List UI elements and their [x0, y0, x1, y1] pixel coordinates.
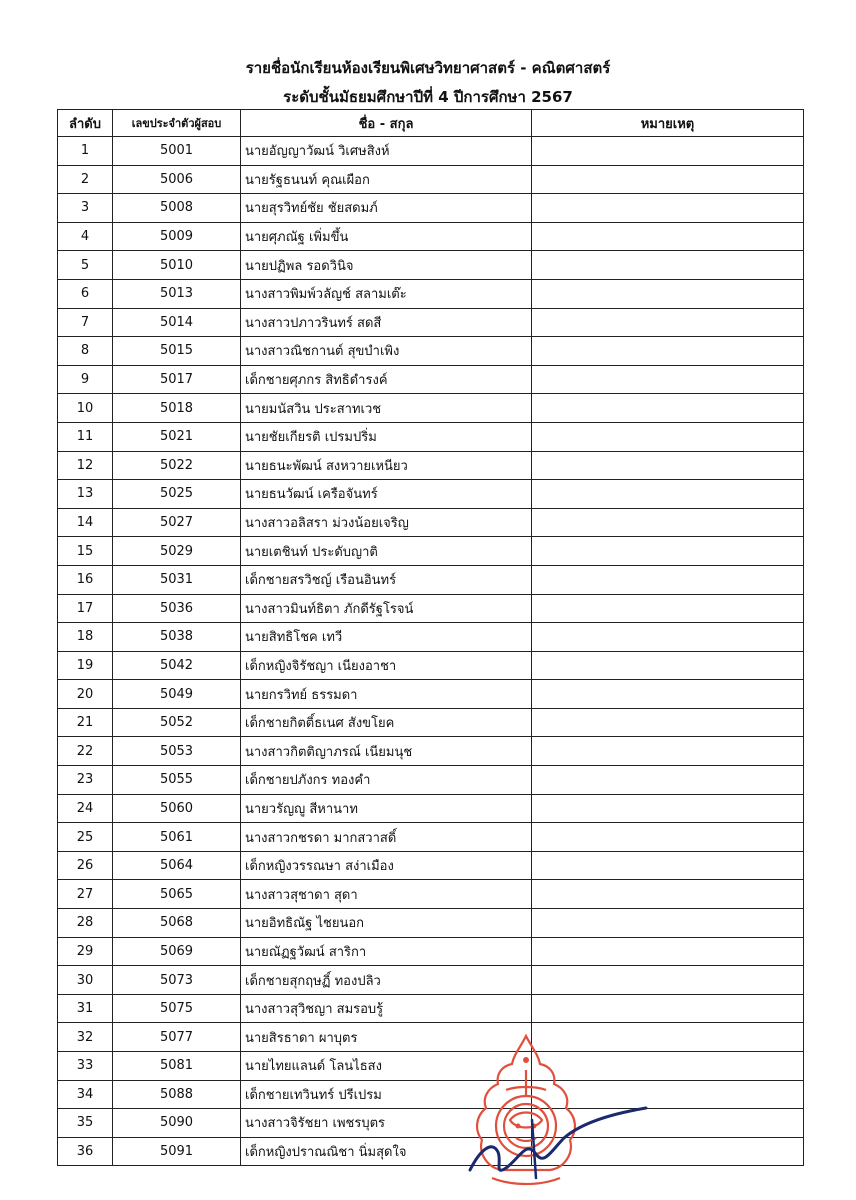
remark-cell — [532, 651, 804, 680]
row-number: 12 — [58, 451, 113, 480]
exam-id-cell: 5015 — [113, 337, 241, 366]
remark-cell — [532, 823, 804, 852]
remark-cell — [532, 194, 804, 223]
row-number: 23 — [58, 766, 113, 795]
student-name-cell: นายศุภณัฐ เพิ่มขึ้น — [241, 222, 532, 251]
table-row — [58, 594, 804, 623]
exam-id-cell: 5017 — [113, 365, 241, 394]
row-number: 17 — [58, 594, 113, 623]
student-name-cell: นางสาวกิตติญาภรณ์ เนียมนุช — [241, 737, 532, 766]
row-number: 3 — [58, 194, 113, 223]
remark-cell — [532, 165, 804, 194]
student-name-cell: นายเตชินท์ ประดับญาติ — [241, 537, 532, 566]
signature — [440, 1080, 660, 1200]
table-row — [58, 623, 804, 652]
exam-id-cell: 5027 — [113, 508, 241, 537]
row-number: 4 — [58, 222, 113, 251]
row-number: 34 — [58, 1080, 113, 1109]
remark-cell — [532, 909, 804, 938]
row-number: 7 — [58, 308, 113, 337]
row-number: 26 — [58, 851, 113, 880]
student-name-cell: นางสาวณิชกานต์ สุขบำเพิง — [241, 337, 532, 366]
student-name-cell: นางสาวปภาวรินทร์ สดสี — [241, 308, 532, 337]
remark-cell — [532, 308, 804, 337]
exam-id-cell: 5060 — [113, 794, 241, 823]
exam-id-cell: 5036 — [113, 594, 241, 623]
table-row — [58, 451, 804, 480]
student-name-cell: นายสิทธิโชค เทวี — [241, 623, 532, 652]
document-title: รายชื่อนักเรียนห้องเรียนพิเศษวิทยาศาสตร์ - คณิตศาสตร์ — [245, 59, 611, 77]
remark-cell — [532, 422, 804, 451]
remark-cell — [532, 565, 804, 594]
student-name-cell: นายชัยเกียรติ เปรมปริ่ม — [241, 422, 532, 451]
exam-id-cell: 5069 — [113, 937, 241, 966]
table-header-row — [58, 110, 804, 137]
table-row — [58, 909, 804, 938]
table-row — [58, 966, 804, 995]
table-row — [58, 137, 804, 166]
remark-cell — [532, 594, 804, 623]
row-number: 10 — [58, 394, 113, 423]
student-name-cell: นางสาวพิมพ์วลัญช์ สลามเต๊ะ — [241, 279, 532, 308]
row-number: 21 — [58, 708, 113, 737]
exam-id-cell: 5061 — [113, 823, 241, 852]
remark-cell — [532, 794, 804, 823]
table-row — [58, 337, 804, 366]
table-row — [58, 308, 804, 337]
table-row — [58, 165, 804, 194]
row-number: 27 — [58, 880, 113, 909]
row-number: 5 — [58, 251, 113, 280]
table-row — [58, 222, 804, 251]
row-number: 1 — [58, 137, 113, 166]
student-name-cell: นายรัฐธนนท์ คุณเผือก — [241, 165, 532, 194]
student-name-cell: เด็กชายกิตติ์ธเนศ สังขโยค — [241, 708, 532, 737]
table-row — [58, 480, 804, 509]
row-number: 15 — [58, 537, 113, 566]
row-number: 33 — [58, 1052, 113, 1081]
row-number: 30 — [58, 966, 113, 995]
exam-id-cell: 5090 — [113, 1109, 241, 1138]
exam-id-cell: 5091 — [113, 1137, 241, 1166]
exam-id-cell: 5031 — [113, 565, 241, 594]
exam-id-cell: 5038 — [113, 623, 241, 652]
exam-id-cell: 5088 — [113, 1080, 241, 1109]
exam-id-cell: 5075 — [113, 994, 241, 1023]
table-body — [58, 137, 804, 1166]
table-row — [58, 823, 804, 852]
remark-cell — [532, 251, 804, 280]
student-name-cell: นายสิรธาดา ผาบุตร — [241, 1023, 532, 1052]
remark-cell — [532, 222, 804, 251]
remark-cell — [532, 966, 804, 995]
row-number: 18 — [58, 623, 113, 652]
student-table — [57, 109, 804, 1166]
row-number: 29 — [58, 937, 113, 966]
table-row — [58, 394, 804, 423]
remark-cell — [532, 394, 804, 423]
remark-cell — [532, 937, 804, 966]
table-row — [58, 194, 804, 223]
table-row — [58, 251, 804, 280]
student-name-cell: นางสาวสุวิชญา สมรอบรู้ — [241, 994, 532, 1023]
remark-cell — [532, 737, 804, 766]
exam-id-cell: 5009 — [113, 222, 241, 251]
remark-cell — [532, 337, 804, 366]
student-name-cell: นางสาวมินท์ธิตา ภักดีรัฐโรจน์ — [241, 594, 532, 623]
student-name-cell: นายปฏิพล รอดวินิจ — [241, 251, 532, 280]
student-name-cell: นายวรัญญู สีหานาท — [241, 794, 532, 823]
header-no: ลำดับ — [58, 110, 113, 137]
exam-id-cell: 5068 — [113, 909, 241, 938]
table-row — [58, 422, 804, 451]
remark-cell — [532, 279, 804, 308]
exam-id-cell: 5064 — [113, 851, 241, 880]
student-name-cell: นายสุรวิทย์ชัย ชัยสดมภ์ — [241, 194, 532, 223]
row-number: 31 — [58, 994, 113, 1023]
exam-id-cell: 5022 — [113, 451, 241, 480]
row-number: 19 — [58, 651, 113, 680]
exam-id-cell: 5049 — [113, 680, 241, 709]
exam-id-cell: 5052 — [113, 708, 241, 737]
table-row — [58, 537, 804, 566]
row-number: 36 — [58, 1137, 113, 1166]
row-number: 13 — [58, 480, 113, 509]
student-name-cell: เด็กชายเทวินทร์ ปรีเปรม — [241, 1080, 532, 1109]
student-name-cell: เด็กหญิงวรรณษา สง่าเมือง — [241, 851, 532, 880]
student-name-cell: นายมนัสวิน ประสาทเวช — [241, 394, 532, 423]
remark-cell — [532, 851, 804, 880]
table-row — [58, 651, 804, 680]
table-row — [58, 1080, 804, 1109]
row-number: 8 — [58, 337, 113, 366]
remark-cell — [532, 480, 804, 509]
exam-id-cell: 5042 — [113, 651, 241, 680]
row-number: 35 — [58, 1109, 113, 1138]
table-row — [58, 508, 804, 537]
student-name-cell: นายกรวิทย์ ธรรมดา — [241, 680, 532, 709]
table-row — [58, 766, 804, 795]
student-name-cell: นายณัฏฐวัฒน์ สาริกา — [241, 937, 532, 966]
student-name-cell: เด็กชายสรวิชญ์ เรือนอินทร์ — [241, 565, 532, 594]
table-row — [58, 1137, 804, 1166]
student-name-cell: เด็กหญิงจิรัชญา เนียงอาชา — [241, 651, 532, 680]
student-name-cell: นางสาวสุชาดา สุดา — [241, 880, 532, 909]
row-number: 11 — [58, 422, 113, 451]
student-name-cell: นางสาวอลิสรา ม่วงน้อยเจริญ — [241, 508, 532, 537]
exam-id-cell: 5065 — [113, 880, 241, 909]
student-name-cell: เด็กหญิงปราณณิชา นิ่มสุดใจ — [241, 1137, 532, 1166]
exam-id-cell: 5021 — [113, 422, 241, 451]
row-number: 9 — [58, 365, 113, 394]
table-row — [58, 794, 804, 823]
header-exam-id: เลขประจำตัวผู้สอบ — [113, 110, 241, 137]
exam-id-cell: 5001 — [113, 137, 241, 166]
exam-id-cell: 5008 — [113, 194, 241, 223]
student-name-cell: นายธนวัฒน์ เครือจันทร์ — [241, 480, 532, 509]
student-name-cell: นายไทยแลนด์ โลนไธสง — [241, 1052, 532, 1081]
remark-cell — [532, 623, 804, 652]
row-number: 25 — [58, 823, 113, 852]
remark-cell — [532, 994, 804, 1023]
exam-id-cell: 5077 — [113, 1023, 241, 1052]
table-row — [58, 851, 804, 880]
row-number: 2 — [58, 165, 113, 194]
table-row — [58, 365, 804, 394]
exam-id-cell: 5055 — [113, 766, 241, 795]
exam-id-cell: 5025 — [113, 480, 241, 509]
remark-cell — [532, 708, 804, 737]
remark-cell — [532, 680, 804, 709]
exam-id-cell: 5006 — [113, 165, 241, 194]
table-row — [58, 880, 804, 909]
table-row — [58, 737, 804, 766]
exam-id-cell: 5018 — [113, 394, 241, 423]
exam-id-cell: 5053 — [113, 737, 241, 766]
row-number: 16 — [58, 565, 113, 594]
remark-cell — [532, 537, 804, 566]
row-number: 22 — [58, 737, 113, 766]
remark-cell — [532, 365, 804, 394]
exam-id-cell: 5013 — [113, 279, 241, 308]
remark-cell — [532, 766, 804, 795]
table-row — [58, 1052, 804, 1081]
student-name-cell: นางสาวกชรดา มากสวาสดิ์ — [241, 823, 532, 852]
exam-id-cell: 5014 — [113, 308, 241, 337]
exam-id-cell: 5029 — [113, 537, 241, 566]
remark-cell — [532, 137, 804, 166]
table-row — [58, 708, 804, 737]
student-name-cell: เด็กชายศุภกร สิทธิดำรงค์ — [241, 365, 532, 394]
exam-id-cell: 5073 — [113, 966, 241, 995]
table-row — [58, 279, 804, 308]
remark-cell — [532, 880, 804, 909]
student-name-cell: เด็กชายสุกฤษฏิ์ ทองปลิว — [241, 966, 532, 995]
student-name-cell: นายอัญญาวัฒน์ วิเศษสิงห์ — [241, 137, 532, 166]
student-name-cell: เด็กชายปภังกร ทองคำ — [241, 766, 532, 795]
table-row — [58, 937, 804, 966]
row-number: 32 — [58, 1023, 113, 1052]
remark-cell — [532, 451, 804, 480]
row-number: 24 — [58, 794, 113, 823]
student-name-cell: นายธนะพัฒน์ สงหวายเหนียว — [241, 451, 532, 480]
table-row — [58, 1023, 804, 1052]
remark-cell — [532, 508, 804, 537]
table-row — [58, 1109, 804, 1138]
row-number: 14 — [58, 508, 113, 537]
header-name: ชื่อ - สกุล — [241, 110, 532, 137]
exam-id-cell: 5081 — [113, 1052, 241, 1081]
row-number: 6 — [58, 279, 113, 308]
table-row — [58, 994, 804, 1023]
table-row — [58, 565, 804, 594]
student-name-cell: นางสาวจิรัชยา เพชรบุตร — [241, 1109, 532, 1138]
table-row — [58, 680, 804, 709]
student-name-cell: นายอิทธิณัฐ ไชยนอก — [241, 909, 532, 938]
row-number: 20 — [58, 680, 113, 709]
exam-id-cell: 5010 — [113, 251, 241, 280]
document-subtitle: ระดับชั้นมัธยมศึกษาปีที่ 4 ปีการศึกษา 2567 — [283, 88, 573, 106]
header-remark: หมายเหตุ — [532, 110, 804, 137]
row-number: 28 — [58, 909, 113, 938]
